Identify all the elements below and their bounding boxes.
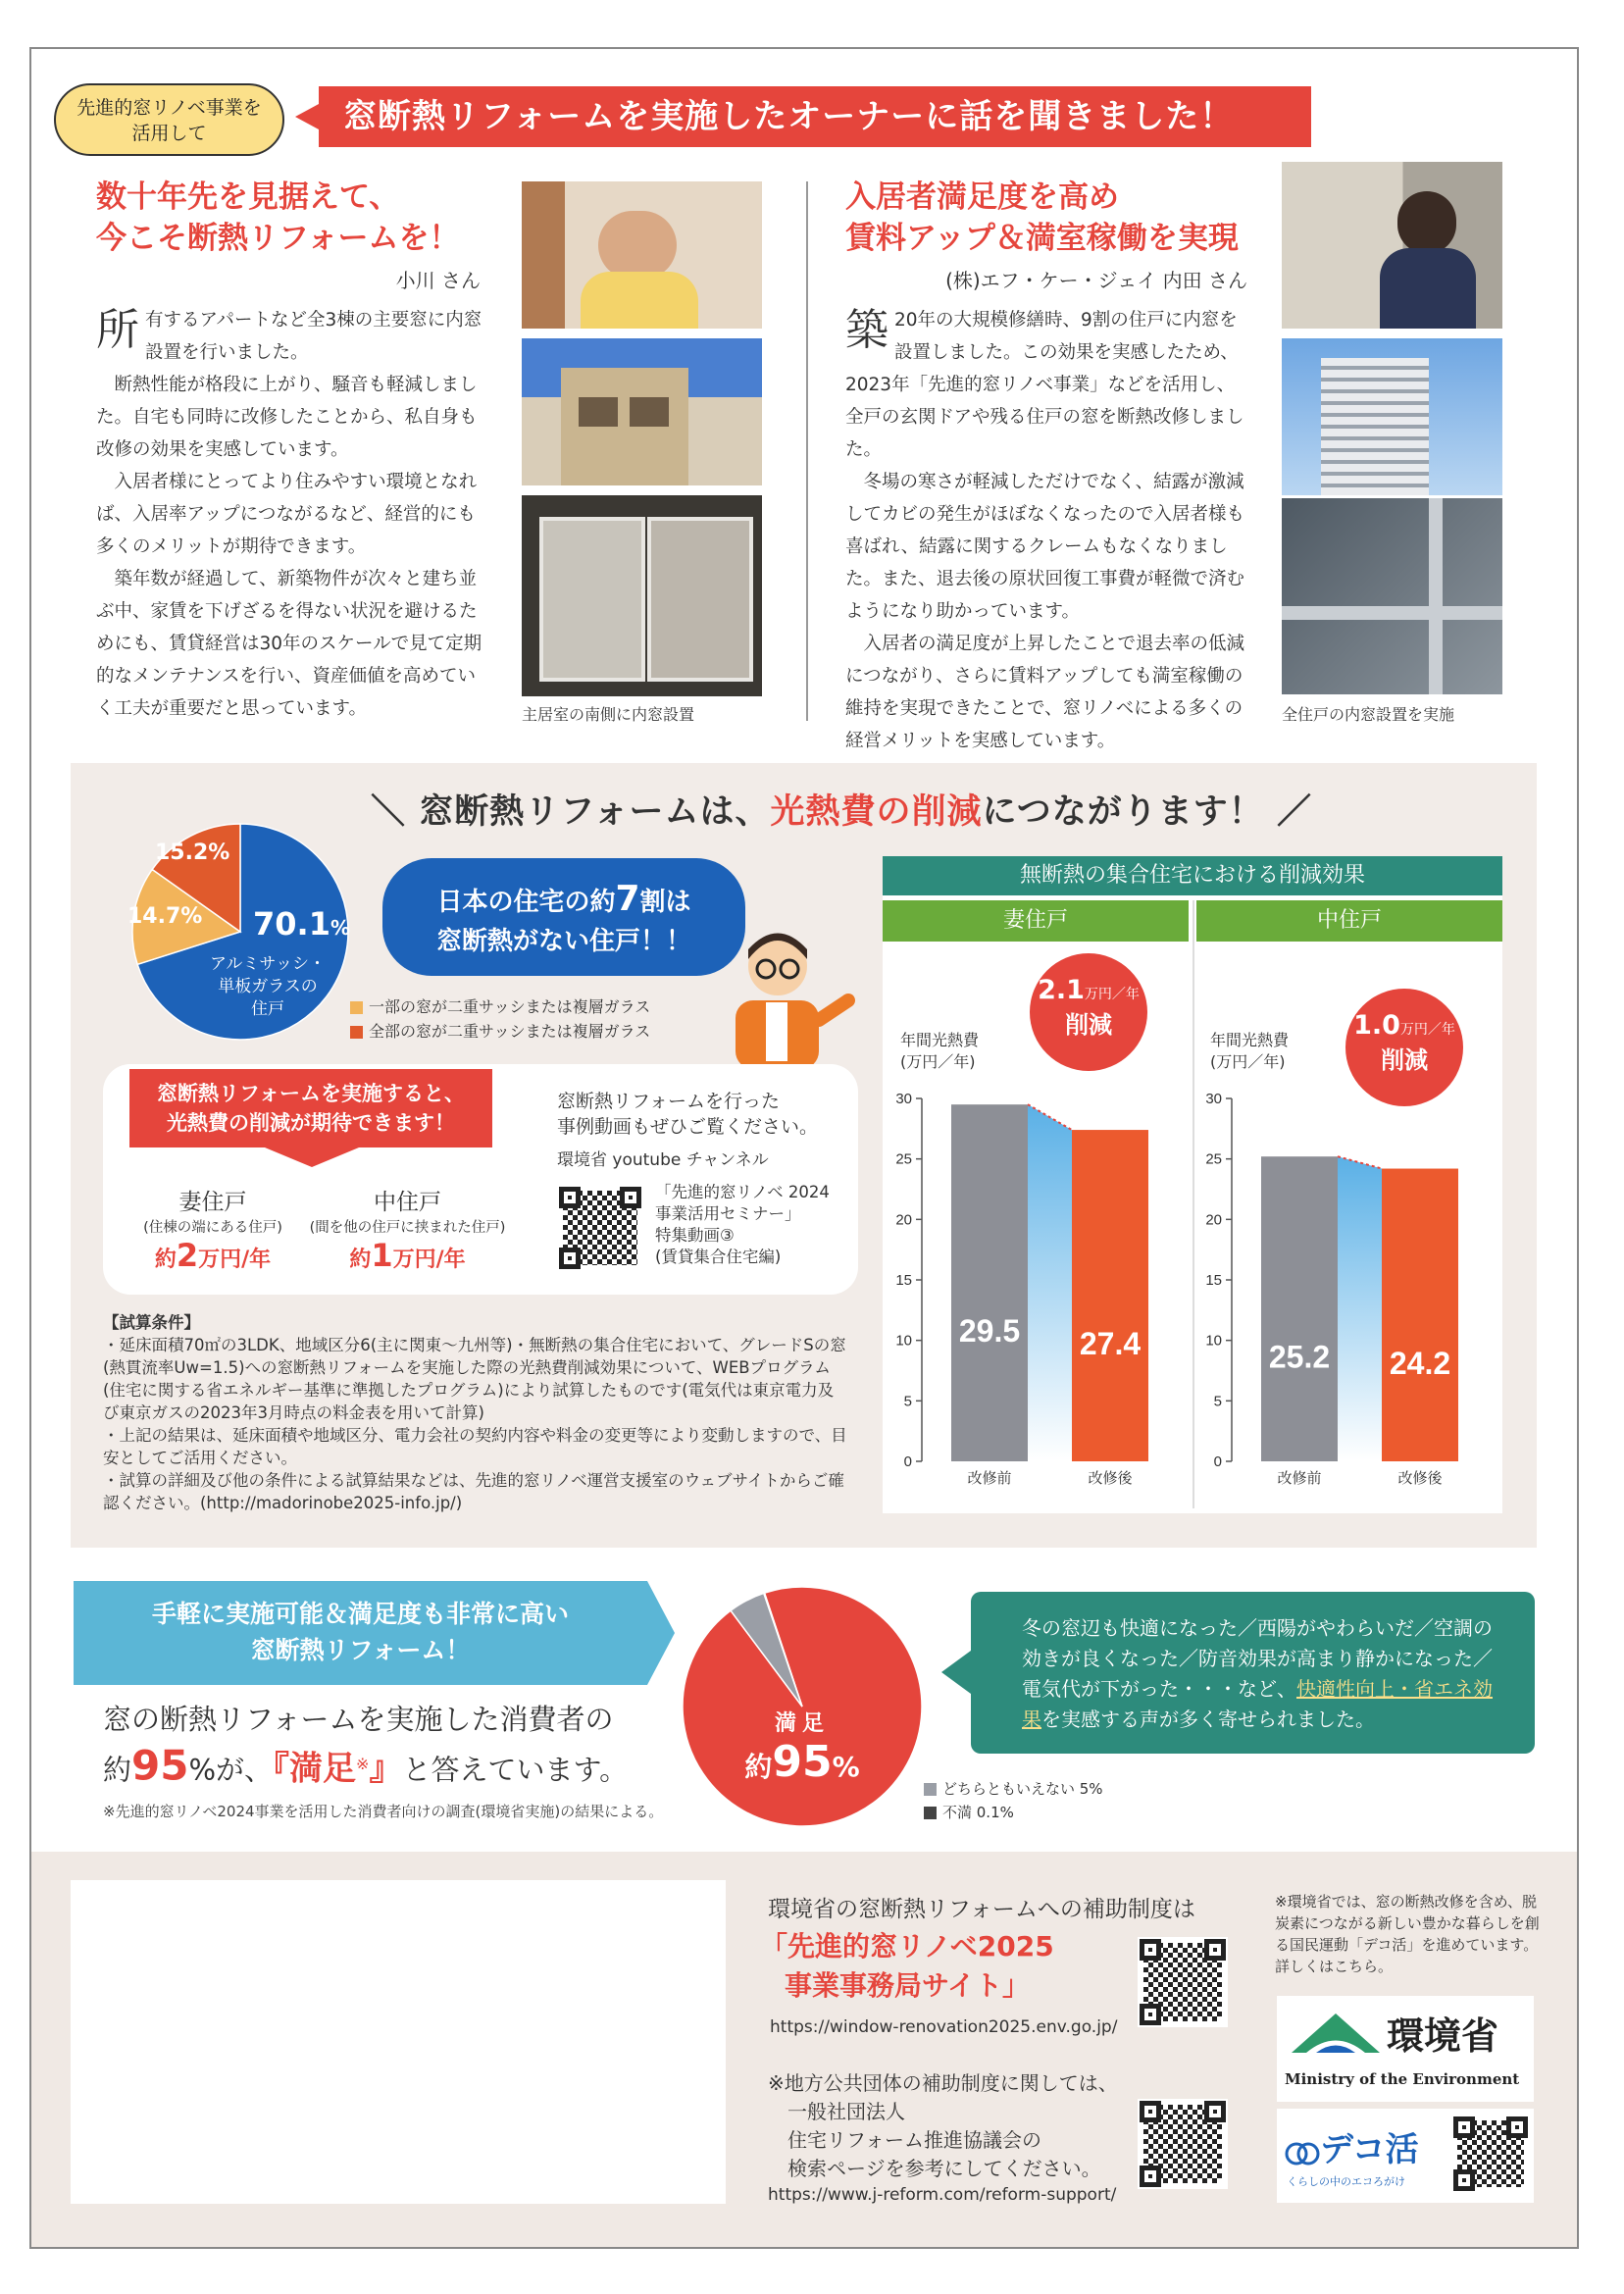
satisfaction-pie-label <box>734 1707 871 1787</box>
housing-stat-bubble <box>382 858 745 976</box>
sat-legend-swatch2 <box>924 1807 937 1819</box>
y-tick-label: 5 <box>1213 1393 1222 1410</box>
legend-swatch-yellow <box>350 1001 363 1014</box>
apartment-photo <box>522 338 762 485</box>
mid-unit-reduction-badge <box>1345 989 1463 1106</box>
building-photo <box>1282 338 1502 495</box>
video-line1: 窓断熱リフォームを行った <box>557 1091 781 1112</box>
pie-desc-1: アルミサッシ・ <box>210 954 326 974</box>
sat-banner-line1: 手軽に実施可能＆満足度も非常に高い <box>151 1600 569 1628</box>
y-tick-label: 25 <box>895 1150 912 1168</box>
y-tick-label: 15 <box>895 1272 912 1289</box>
right-person-name: (株)エフ・ケー・ジェイ 内田 さん <box>945 269 1247 292</box>
qr4-finder-tr <box>1506 2116 1528 2138</box>
y-label-2b: (万円／年) <box>1210 1052 1286 1071</box>
decokatsu-leaf-icon <box>1283 2132 1322 2171</box>
end-unit-title: 妻住戸 <box>178 1190 247 1215</box>
y-label-1b: (万円／年) <box>900 1052 976 1071</box>
end-unit-saving <box>129 1184 296 1274</box>
badge2-value: 1.0 <box>1353 1010 1400 1041</box>
left-headline-line1: 数十年先を見据えて、 <box>96 179 400 215</box>
right-para3: 入居者の満足度が上昇したことで退去率の低減につながり、さらに賃料アップしても満室稼働の維持を実現できたことで、窓リノベによる多くの経営メリットを実感しています。 <box>845 634 1245 751</box>
satisfaction-statement <box>103 1697 628 1793</box>
cond-2: ・上記の結果は、延床面積や地域区分、電力会社の契約内容や料金の変更等により変動しますので、目安としてご活用ください。 <box>103 1426 847 1467</box>
video-title3: 特集動画③ <box>655 1226 735 1245</box>
satisfaction-legend <box>924 1777 1103 1824</box>
inner-window-photo <box>522 495 762 696</box>
legend-swatch-orange <box>350 1026 363 1039</box>
qr4-finder-tl <box>1453 2116 1475 2138</box>
reform-qr-code[interactable] <box>1138 2099 1228 2189</box>
badge1-text: 削減 <box>1065 1011 1112 1039</box>
bar-value-label: 27.4 <box>1079 1326 1142 1362</box>
y-tick-label: 15 <box>1205 1272 1222 1289</box>
reduction-connector <box>1338 1156 1382 1461</box>
pie-label-70-unit: % <box>330 916 350 940</box>
sat-legend-item2 <box>924 1801 1103 1824</box>
bubble-line1-a: 日本の住宅の約 <box>436 888 616 917</box>
sat-legend-swatch1 <box>924 1783 937 1796</box>
video-promo <box>557 1089 818 1173</box>
left-story-body <box>96 304 486 725</box>
qr-finder-bl <box>559 1248 581 1269</box>
customer-voices-box <box>971 1592 1535 1754</box>
y-tick-label: 20 <box>895 1211 912 1229</box>
video-title4: (賃貸集合住宅編) <box>655 1248 782 1266</box>
bar-value-label: 24.2 <box>1389 1345 1451 1381</box>
bar-after <box>1072 1130 1148 1461</box>
site-line1: 「先進的窓リノベ2025 <box>760 1930 1054 1963</box>
bar-before <box>1261 1156 1338 1461</box>
mid-unit-bar-chart <box>1205 1091 1458 1487</box>
cond-3: ・試算の詳細及び他の条件による試算結果などは、先進的窓リノベ運営支援室のウェブサイトからご確認ください。(http://madorinobe2025-info.jp/) <box>103 1471 844 1512</box>
y-tick-label: 0 <box>1213 1453 1222 1470</box>
bubble-line1 <box>382 880 745 922</box>
video-title2: 事業活用セミナー」 <box>655 1204 801 1223</box>
chart-panel-title: 無断熱の集合住宅における削減効果 <box>883 856 1502 895</box>
voice-text-2: を実感する声が多く寄せられました。 <box>1041 1708 1375 1731</box>
left-para4: 築年数が経過して、新築物件が次々と建ち並ぶ中、家賃を下げざるを得ない状況を避けるためにも、賃貸経営は30年のスケールで見て定期的なメンテナンスを行い、資産価値を高めていく工夫が重要だと思っています。 <box>96 569 482 719</box>
right-headline-line2: 賃料アップ＆満室稼働を実現 <box>845 221 1239 256</box>
left-headline <box>96 177 459 259</box>
sat-pre: 約 <box>103 1753 132 1787</box>
header-tag <box>54 83 284 156</box>
savings-ribbon <box>129 1069 492 1147</box>
decokatsu-name: デコ活 <box>1320 2130 1419 2169</box>
ministry-name-jp: 環境省 <box>1387 2014 1499 2058</box>
sat-quote-end: 』 <box>369 1749 403 1789</box>
right-headline-line1: 入居者満足度を高め <box>845 179 1119 215</box>
section2-title-b: につながります！ <box>982 792 1264 832</box>
double-window-photo <box>1282 498 1502 694</box>
cond-title: 【試算条件】 <box>103 1313 200 1332</box>
legend-text-1: 一部の窓が二重サッシまたは複層ガラス <box>369 997 651 1016</box>
decokatsu-qr-code[interactable] <box>1451 2115 1530 2193</box>
subsidy-title: 環境省の窓断熱リフォームへの補助制度は <box>768 1897 1195 1922</box>
local-line3: 住宅リフォーム推進協議会の <box>787 2128 1041 2152</box>
end-unit-value <box>129 1237 296 1274</box>
y-label-1a: 年間光熱費 <box>900 1031 980 1049</box>
voice-text-1: 冬の窓辺も快適になった／西陽がやわらいだ／空調の効きが良くなった／防音効果が高まり静かになった／電気代が下がった・・・など、 <box>1022 1616 1493 1701</box>
ribbon-line2: 光熱費の削減が期待できます！ <box>167 1111 455 1135</box>
pie-legend-item-1 <box>350 994 650 1019</box>
mid-unit-value-post: 万円/年 <box>392 1248 466 1272</box>
sat-text-line1: 窓の断熱リフォームを実施した消費者の <box>103 1703 614 1736</box>
right-para2: 冬場の寒さが軽減しただけでなく、結露が激減してカビの発生がほぼなくなったので入居者様も喜ばれ、結露に関するクレームもなくなりました。また、退去後の原状回復工事費が軽微で済むようになり助かっています。 <box>845 472 1245 622</box>
subsidy-url[interactable]: https://window-renovation2025.env.go.jp/ <box>770 2017 1118 2037</box>
subsidy-site-name[interactable] <box>760 1927 1054 2006</box>
local-line2: 一般社団法人 <box>787 2100 905 2123</box>
qr2-finder-bl <box>1140 2004 1161 2025</box>
left-para2: 断熱性能が格段に上がり、騒音も軽減しました。自宅も同時に改修したことから、私自身も改修の効果を実感しています。 <box>96 375 478 460</box>
local-subsidy-note <box>768 2069 1118 2183</box>
left-para1 <box>96 304 486 369</box>
qr2-finder-tl <box>1140 1939 1161 1961</box>
header-tag-line2: 活用して <box>131 123 207 144</box>
site-line2: 事業事務局サイト」 <box>785 1969 1031 2002</box>
right-dropcap: 築 <box>845 305 888 355</box>
ministry-name-en: Ministry of the Environment <box>1285 2070 1520 2088</box>
video-qr-code[interactable] <box>557 1185 643 1271</box>
ministry-emblem-icon <box>1287 2004 1385 2063</box>
blank-stamp-area <box>71 1880 726 2204</box>
y-tick-label: 10 <box>1205 1332 1222 1350</box>
chart-col-end-unit: 妻住戸 <box>883 900 1189 942</box>
badge2-value-row <box>1345 1010 1463 1041</box>
y-label-2a: 年間光熱費 <box>1210 1031 1290 1049</box>
badge1-value: 2.1 <box>1038 975 1085 1005</box>
right-para1-text: 20年の大規模修繕時、9割の住戸に内窓を設置しました。この効果を実感したため、2023年「先進的窓リノベ事業」などを活用し、全戸の玄関ドアや残る住戸の窓を断熱改修しました。 <box>845 310 1244 460</box>
ribbon-arrow <box>265 1147 359 1167</box>
ministry-logo <box>1277 1996 1534 2102</box>
bar-before <box>951 1104 1028 1461</box>
sat-big: 95 <box>131 1741 189 1790</box>
bar-value-label: 29.5 <box>958 1313 1021 1350</box>
reform-url[interactable]: https://www.j-reform.com/reform-support/ <box>768 2185 1117 2205</box>
sat-pct: %が、 <box>188 1753 274 1787</box>
right-para1 <box>845 304 1249 466</box>
y-tick-label: 30 <box>1205 1091 1222 1107</box>
y-tick-label: 5 <box>903 1393 912 1410</box>
decokatsu-sub: くらしの中のエコろがけ <box>1287 2175 1405 2188</box>
end-unit-value-num: 2 <box>176 1237 199 1274</box>
manager-photo <box>1282 162 1502 329</box>
legend-text-2: 全部の窓が二重サッシまたは複層ガラス <box>369 1022 651 1041</box>
qr3-finder-tl <box>1140 2101 1161 2122</box>
bar-category-label: 改修後 <box>1397 1470 1443 1487</box>
sat-end: と答えています。 <box>402 1753 629 1787</box>
end-unit-value-post: 万円/年 <box>198 1248 272 1272</box>
sat-pie-pre: 約 <box>744 1751 773 1783</box>
end-unit-value-pre: 約 <box>154 1248 177 1272</box>
badge1-value-row <box>1030 975 1147 1005</box>
voice-highlight: 快適性向上・省エネ効果 <box>1022 1677 1493 1731</box>
section2-title-a: 窓断熱リフォームは、 <box>419 792 771 832</box>
bar-category-label: 改修前 <box>967 1470 1012 1487</box>
bubble-line1-b: 割は <box>639 888 691 917</box>
qr3-finder-tr <box>1204 2101 1226 2122</box>
video-title1: 「先進的窓リノベ 2024 <box>655 1183 830 1201</box>
cond-1: ・延床面積70㎡の3LDK、地域区分6(主に関東〜九州等)・無断熱の集合住宅において、グレードSの窓(熱貫流率Uw=1.5)への窓断熱リフォームを実施した際の光熱費削減効果について、WEBプログラム(住宅に関する省エネルギー基準に準拠したプログラム)により試算したものです(電気代は東京電力及び東京ガスの2023年3月時点の料金表を用いて計算) <box>103 1336 846 1422</box>
pie-label-15: 15.2% <box>155 841 230 865</box>
qr-finder-tr <box>620 1187 641 1208</box>
sat-legend-item1 <box>924 1777 1103 1801</box>
bar-value-label: 25.2 <box>1268 1339 1331 1375</box>
left-photo-caption: 主居室の南側に内窓設置 <box>522 705 695 724</box>
pie-legend-item-2 <box>350 1019 650 1044</box>
end-unit-bar-chart <box>895 1091 1148 1487</box>
pie-label-70-desc <box>204 953 331 1021</box>
left-para3: 入居者様にとってより住みやすい環境となれば、入居率アップにつながるなど、経営的にも多くのメリットが期待できます。 <box>96 472 478 557</box>
mid-unit-saving <box>302 1184 513 1274</box>
sat-banner-line2: 窓断熱リフォーム！ <box>250 1636 471 1664</box>
left-person-name: 小川 さん <box>395 269 481 292</box>
pie-desc-2: 単板ガラスの <box>218 977 318 996</box>
sat-pie-big: 95 <box>772 1737 833 1787</box>
qr2-finder-tr <box>1204 1939 1226 1961</box>
pie-label-70 <box>253 905 350 943</box>
y-tick-label: 10 <box>895 1332 912 1350</box>
video-title[interactable] <box>655 1182 830 1268</box>
sat-pie-pct: % <box>832 1751 860 1783</box>
section2-title-red: 光熱費の削減 <box>770 792 983 832</box>
end-unit-note: (住棟の端にある住戸) <box>143 1220 282 1236</box>
y-tick-label: 30 <box>895 1091 912 1107</box>
bar-after <box>1382 1169 1458 1461</box>
sat-pie-label1: 満足 <box>774 1711 830 1736</box>
chart-col-mid-unit: 中住戸 <box>1196 900 1502 942</box>
satisfaction-banner <box>74 1581 647 1685</box>
mid-unit-note: (間を他の住戸に挟まれた住戸) <box>309 1220 506 1236</box>
bar-category-label: 改修前 <box>1277 1470 1322 1487</box>
end-unit-reduction-badge <box>1030 953 1147 1071</box>
qr-finder-tl <box>559 1187 581 1208</box>
mid-unit-value <box>302 1237 513 1274</box>
section2-title: ＼ 窓断熱リフォームは、光熱費の削減につながります！ ／ <box>371 792 1312 832</box>
bubble-line1-big: 7 <box>615 879 640 919</box>
header-tag-line1: 先進的窓リノベ事業を <box>76 97 262 119</box>
video-channel: 環境省 youtube チャンネル <box>557 1150 769 1170</box>
mid-unit-value-num: 1 <box>371 1237 393 1274</box>
pie-label-70-pct: 70.1 <box>253 905 330 943</box>
bubble-line2: 窓断熱がない住戸！！ <box>435 927 691 956</box>
presenter-illustration <box>701 912 858 1069</box>
y-tick-label: 20 <box>1205 1211 1222 1229</box>
qr4-finder-bl <box>1453 2169 1475 2191</box>
pie-label-14: 14.7% <box>127 904 203 929</box>
ribbon-line1: 窓断熱リフォームを実施すると、 <box>157 1082 465 1105</box>
badge1-unit: 万円／年 <box>1084 987 1140 1002</box>
sat-pie-label2 <box>734 1737 871 1787</box>
right-photo-caption: 全住戸の内窓設置を実施 <box>1282 705 1455 724</box>
pie-legend <box>350 994 650 1044</box>
right-headline <box>845 177 1239 259</box>
calculation-conditions <box>103 1311 848 1514</box>
mid-unit-title: 中住戸 <box>374 1190 441 1215</box>
owner-photo <box>522 181 762 329</box>
mid-unit-value-pre: 約 <box>349 1248 372 1272</box>
decokatsu-note: ※環境省では、窓の断熱改修を含め、脱炭素につながる新しい豊かな暮らしを創る国民運動「デコ活」を進めています。詳しくはこちら。 <box>1275 1893 1540 1975</box>
sat-legend-text2: 不満 0.1% <box>942 1804 1014 1821</box>
sat-legend-text1: どちらともいえない 5% <box>942 1780 1103 1798</box>
subsidy-qr-code[interactable] <box>1138 1937 1228 2027</box>
column-divider <box>806 181 808 721</box>
sat-text-line2 <box>103 1742 628 1793</box>
y-tick-label: 0 <box>903 1453 912 1470</box>
bar-category-label: 改修後 <box>1088 1470 1133 1487</box>
local-line1: ※地方公共団体の補助制度に関しては、 <box>768 2071 1118 2095</box>
left-para1-text: 有するアパートなど全3棟の主要窓に内窓設置を行いました。 <box>145 310 482 363</box>
pie-desc-3: 住戸 <box>251 999 284 1019</box>
video-line2: 事例動画もぜひご覧ください。 <box>557 1116 819 1138</box>
local-line4: 検索ページを参考にしてください。 <box>787 2157 1101 2180</box>
decokatsu-logo <box>1277 2109 1534 2203</box>
left-headline-line2: 今こそ断熱リフォームを！ <box>96 221 460 256</box>
left-dropcap: 所 <box>96 305 139 355</box>
qr3-finder-bl <box>1140 2166 1161 2187</box>
satisfaction-footnote: ※先進的窓リノベ2024事業を活用した消費者向けの調査(環境省実施)の結果による。 <box>103 1803 664 1820</box>
header-banner: 窓断熱リフォームを実施したオーナーに話を聞きました！ <box>319 86 1311 147</box>
badge2-text: 削減 <box>1381 1046 1428 1074</box>
badge2-unit: 万円／年 <box>1399 1022 1455 1038</box>
reduction-connector <box>1028 1104 1072 1461</box>
right-story-body <box>845 304 1249 757</box>
sat-mark: ※ <box>356 1755 370 1773</box>
sat-quote: 『満足 <box>273 1749 357 1789</box>
y-tick-label: 25 <box>1205 1150 1222 1168</box>
